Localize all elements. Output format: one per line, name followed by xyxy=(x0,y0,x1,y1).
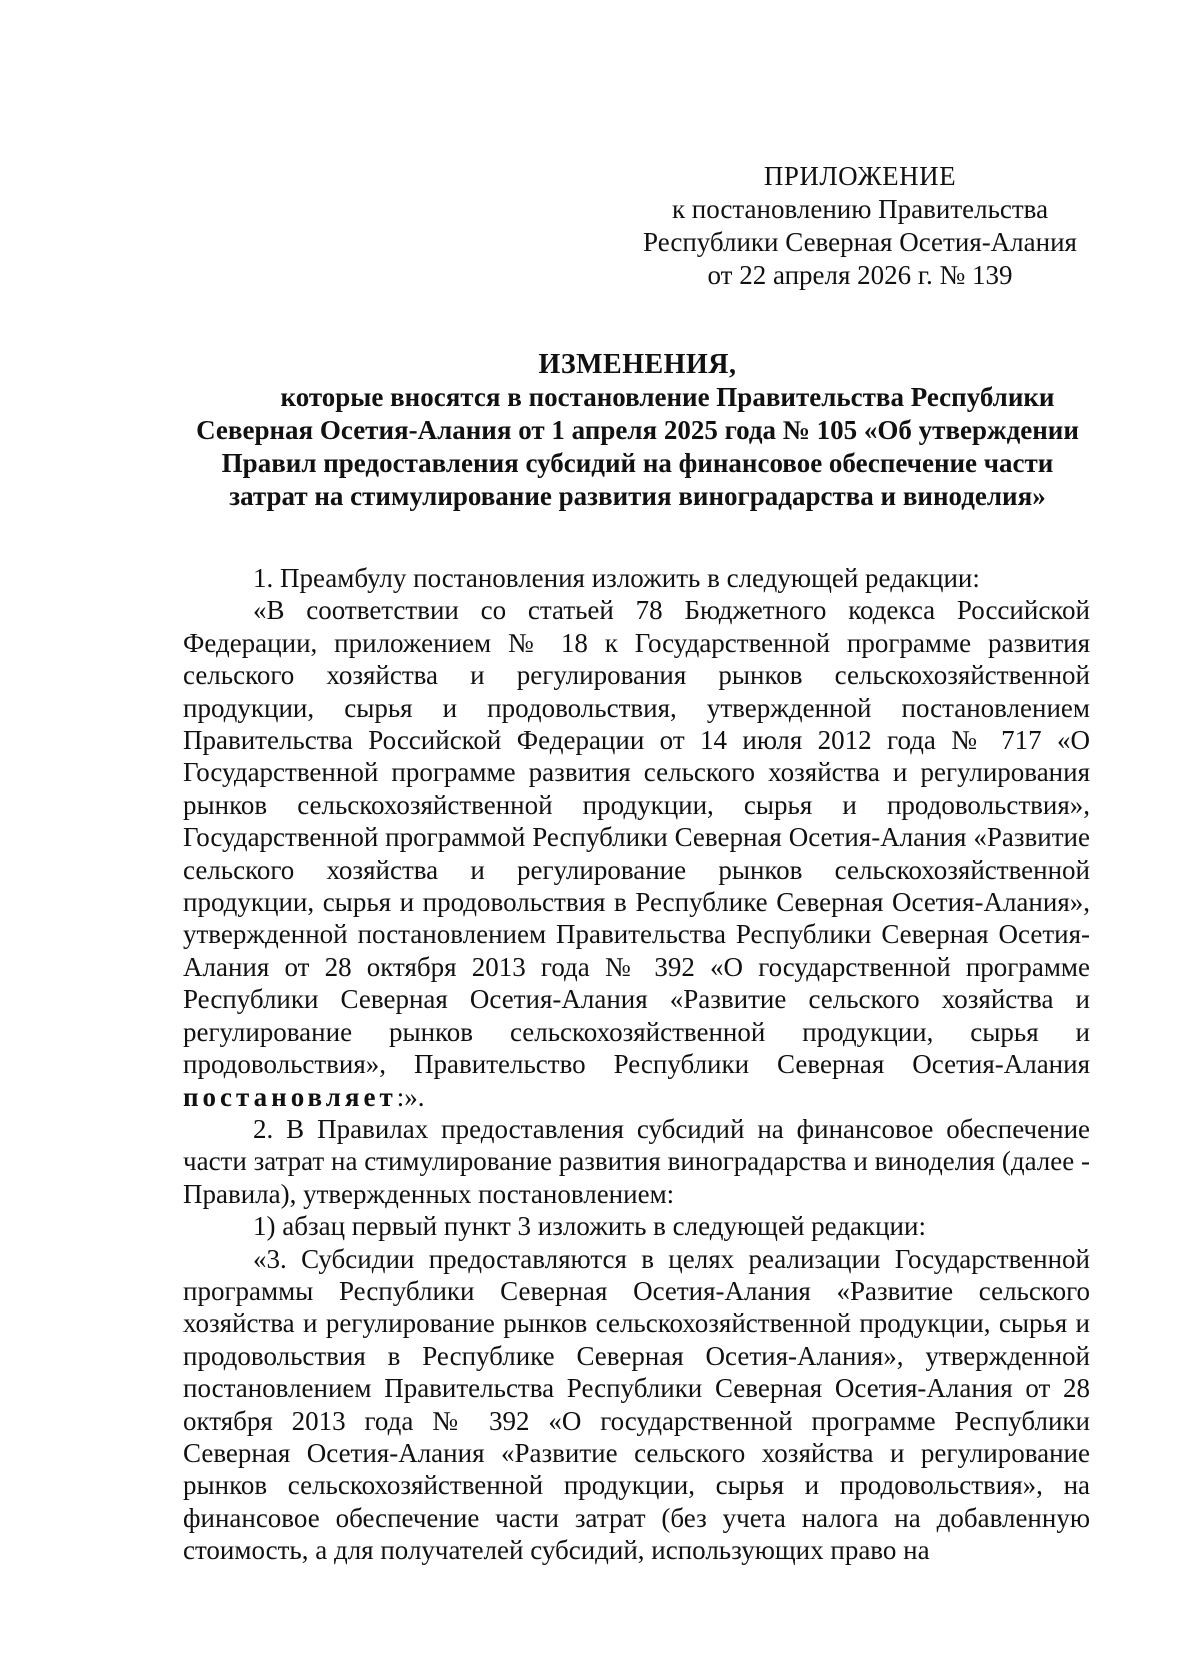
document-body xyxy=(183,562,1090,1567)
appendix-title: ПРИЛОЖЕНИЕ xyxy=(763,161,957,191)
paragraph-5: «3. Субсидии предоставляются в целях реализации Государственной программы Республики Северная Осетия-Алания «Развитие сельского хозяйства и регулирование рынков сельскохозяйственной продукции, сырья и продовольствия в Республике Северная Осетия-Алания», утвержденной постановлением Правительства Республики Северная Осетия-Алания от 28 октября 2013 года № 392 «О государственной программе Республики Северная Осетия-Алания «Развитие сельского хозяйства и регулирование рынков сельскохозяйственной продукции, сырья и продовольствия», на финансовое обеспечение части затрат (без учета налога на добавленную стоимость, а для получателей субсидий, использующих право на xyxy=(183,1243,1090,1566)
document-heading xyxy=(180,348,1095,513)
paragraph-2-text: «В соответствии со статьей 78 Бюджетного кодекса Российской Федерации, приложением № 18 к Государственной программе развития сельского хозяйства и регулирования рынков сельскохозяйственной продукции, сырья и продовольствия, утвержденной постановлением Правительства Российской Федерации от 14 июля 2012 года № 717 «О Государственной программе развития сельского хозяйства и регулирования рынков сельскохозяйственной продукции, сырья и продовольствия», Государственной программой Республики Северная Осетия-Алания «Развитие сельского хозяйства и регулирование рынков сельскохозяйственной продукции, сырья и продовольствия в Республике Северная Осетия-Алания», утвержденной постановлением Правительства Республики Северная Осетия-Алания от 28 октября 2013 года № 392 «О государственной программе Республики Северная Осетия-Алания «Развитие сельского хозяйства и регулирование рынков сельскохозяйственной продукции, сырья и продовольствия», Правительство Республики Северная Осетия-Алания xyxy=(183,595,1090,1080)
heading-line-4: затрат на стимулирование развития виноградарства и виноделия» xyxy=(229,481,1046,511)
appendix-block xyxy=(630,160,1090,292)
paragraph-2 xyxy=(183,594,1090,1113)
heading-line-3: Правил предоставления субсидий на финансовое обеспечение части xyxy=(221,448,1054,478)
paragraph-2-bold-word: постановляет xyxy=(183,1081,397,1112)
heading-line-1: которые вносятся в постановление Правительства Республики xyxy=(280,382,1055,412)
heading-title: ИЗМЕНЕНИЯ, xyxy=(538,349,737,380)
heading-line-2: Северная Осетия-Алания от 1 апреля 2025 года № 105 «Об утверждении xyxy=(196,415,1079,445)
paragraph-1: 1. Преамбулу постановления изложить в следующей редакции: xyxy=(253,563,980,593)
appendix-line-1: к постановлению Правительства xyxy=(671,194,1049,224)
appendix-line-3: от 22 апреля 2026 г. № 139 xyxy=(707,260,1013,290)
paragraph-2-end: :». xyxy=(396,1081,425,1112)
paragraph-4: 1) абзац первый пункт 3 изложить в следующей редакции: xyxy=(253,1211,926,1242)
appendix-line-2: Республики Северная Осетия-Алания xyxy=(643,227,1077,257)
paragraph-3: 2. В Правилах предоставления субсидий на финансовое обеспечение части затрат на стимулирование развития виноградарства и виноделия (далее - Правила), утвержденных постановлением: xyxy=(183,1113,1090,1209)
